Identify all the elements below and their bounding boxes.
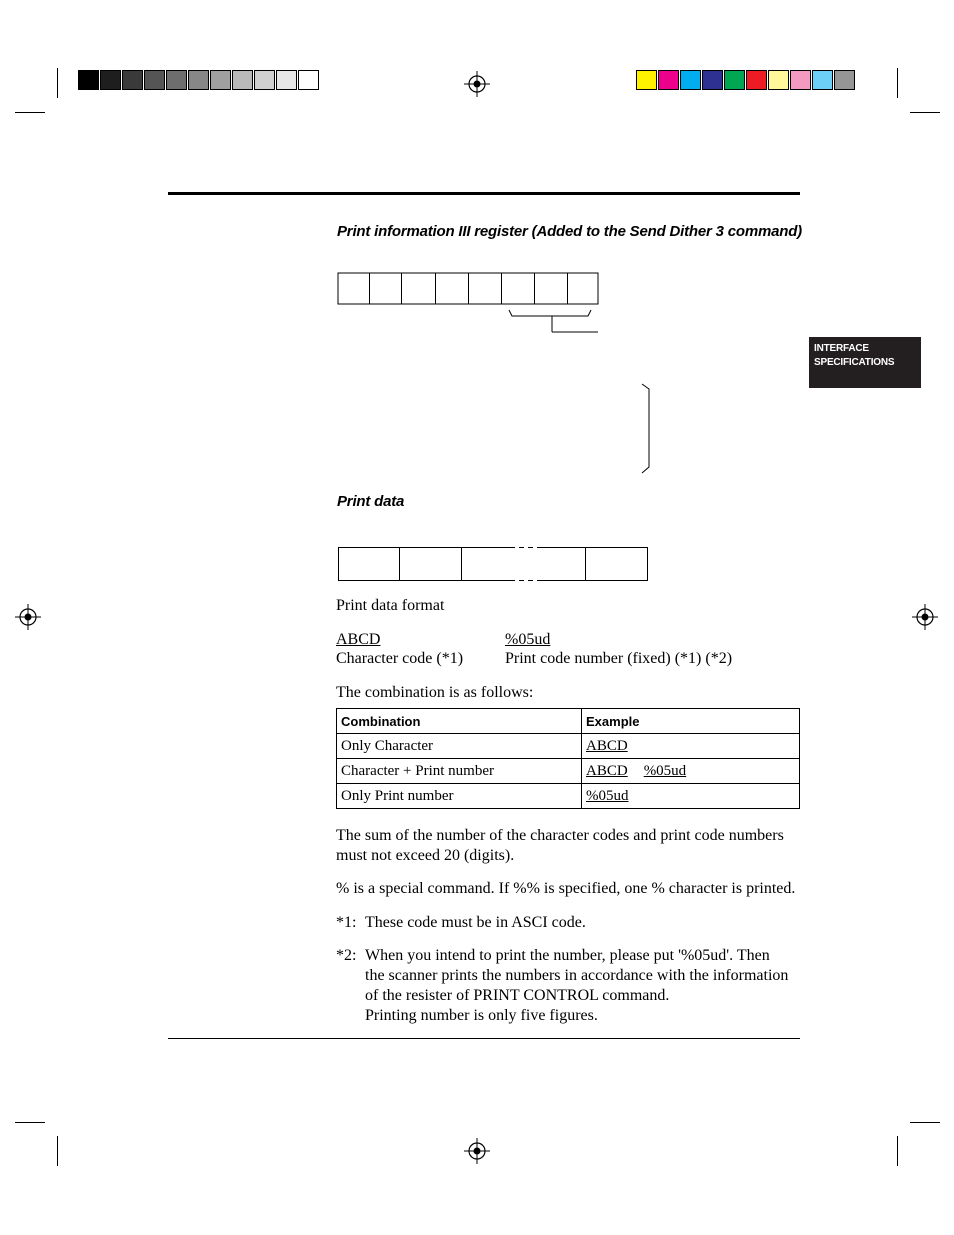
registration-mark-icon [15,604,41,630]
print-data-byte-diagram [330,540,660,590]
header-rule [168,192,800,195]
combination-cell: Character + Print number [337,759,582,784]
print-data-heading: Print data [337,493,405,510]
crop-mark [57,1136,58,1166]
example-cell [582,759,800,784]
calibration-swatch [232,70,253,90]
column-header-example: Example [582,709,800,734]
register-bit-diagram [330,265,670,480]
sum-line: must not exceed 20 (digits). [336,847,515,864]
registration-mark-icon [912,604,938,630]
sum-paragraph [336,826,784,866]
print-number-example: %05ud [505,631,551,648]
calibration-swatch [78,70,99,90]
char-code-description: Character code (*1) [336,650,464,667]
crop-mark [910,112,940,113]
note1-marker: *1: [336,914,357,931]
calibration-swatch [702,70,723,90]
example-value: ABCD [586,762,628,779]
calibration-swatch [680,70,701,90]
side-tab [809,337,921,388]
print-number-description: Print code number (fixed) (*1) (*2) [505,650,733,667]
combination-cell: Only Character [337,734,582,759]
combination-intro: The combination is as follows: [336,684,534,701]
crop-mark [57,68,58,98]
note1-text: These code must be in ASCI code. [365,914,586,931]
example-cell [582,784,800,809]
calibration-swatch [122,70,143,90]
example-value: ABCD [586,737,628,754]
calibration-swatch [768,70,789,90]
note2-line: When you intend to print the number, please put '%05ud'. Then [365,947,770,964]
table-header-row [337,709,800,734]
calibration-swatch [210,70,231,90]
note2-line: the scanner prints the numbers in accordance with the information [365,967,789,984]
table-row [337,734,800,759]
char-code-example: ABCD [336,631,381,648]
combination-cell: Only Print number [337,784,582,809]
side-tab-line2: SPECIFICATIONS [814,357,895,368]
note2-line: Printing number is only five figures. [365,1007,598,1024]
crop-mark [897,1136,898,1166]
note2-marker: *2: [336,947,357,964]
sum-line: The sum of the number of the character codes and print code numbers [336,827,784,844]
calibration-swatch [834,70,855,90]
registration-mark-icon [464,71,490,97]
example-value: %05ud [643,762,687,779]
combination-table [336,708,800,809]
example-value: %05ud [586,787,629,804]
calibration-swatch [724,70,745,90]
note2-text [365,946,788,1026]
calibration-swatch [100,70,121,90]
calibration-swatch [746,70,767,90]
footer-rule [168,1038,800,1039]
calibration-swatch [144,70,165,90]
calibration-swatch [188,70,209,90]
note2-line: of the resister of PRINT CONTROL command. [365,987,670,1004]
registration-mark-icon [464,1138,490,1164]
table-row [337,784,800,809]
crop-mark [15,1122,45,1123]
crop-mark [15,112,45,113]
crop-mark [910,1122,940,1123]
calibration-swatch [276,70,297,90]
register-heading: Print information III register (Added to the Send Dither 3 command) [337,223,802,240]
example-cell [582,734,800,759]
calibration-swatch [790,70,811,90]
calibration-swatch [658,70,679,90]
column-header-combination: Combination [337,709,582,734]
calibration-swatch [254,70,275,90]
calibration-swatch [298,70,319,90]
side-tab-line1: INTERFACE [814,343,869,354]
calibration-swatch [166,70,187,90]
percent-paragraph: % is a special command. If %% is specified, one % character is printed. [336,880,796,897]
calibration-swatch [636,70,657,90]
format-label: Print data format [336,597,445,614]
table-row [337,759,800,784]
calibration-swatch [812,70,833,90]
crop-mark [897,68,898,98]
